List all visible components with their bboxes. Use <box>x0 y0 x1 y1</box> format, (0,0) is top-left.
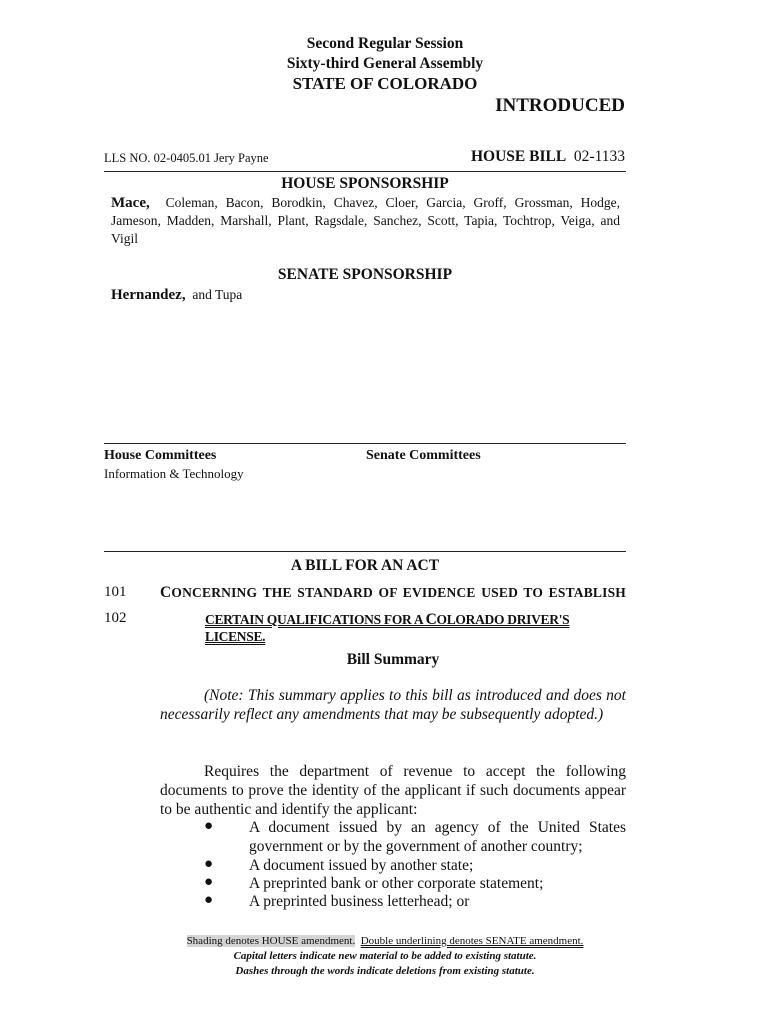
house-sponsorship-heading: HOUSE SPONSORSHIP <box>281 175 449 192</box>
shading-legend: Shading denotes HOUSE amendment. <box>186 935 356 947</box>
underline-legend: Double underlining denotes SENATE amendment. <box>360 935 584 947</box>
divider <box>104 171 626 172</box>
house-co-sponsors: Coleman, Bacon, Borodkin, Chavez, Cloer, Garcia, Groff, Grossman, Hodge, Jameson, Madden, Marshall, Plant, Ragsdale, Sanchez, Scott, Tapia, Tochtrop, Veiga, and Vigil <box>111 195 620 246</box>
house-lead-sponsor: Mace, <box>111 195 150 211</box>
status-label: INTRODUCED <box>495 95 625 116</box>
house-committees-label: House Committees <box>104 448 217 463</box>
line-number: 102 <box>104 610 127 626</box>
bill-number-value: 02-1133 <box>573 148 625 165</box>
session-line: Second Regular Session <box>306 35 464 52</box>
bullet-icon: ● <box>204 856 214 872</box>
bill-title-line-1 <box>160 584 626 602</box>
senate-sponsors <box>111 286 620 304</box>
senate-sponsorship-heading: SENATE SPONSORSHIP <box>277 266 453 283</box>
lls-number: LLS NO. 02-0405.01 Jery Payne <box>104 151 269 165</box>
bill-act-heading: A BILL FOR AN ACT <box>290 557 440 574</box>
title-text: OLORADO DRIVER'S LICENSE. <box>205 612 570 644</box>
summary-bullet: A preprinted bank or other corporate statement; <box>249 875 544 892</box>
divider <box>104 443 626 444</box>
title-text: ONCERNING THE STANDARD OF EVIDENCE USED TO ESTABLISH <box>171 585 626 600</box>
house-sponsors <box>111 194 620 248</box>
title-initial: C <box>160 584 172 601</box>
summary-bullet: A document issued by another state; <box>249 857 474 874</box>
footer-legend <box>0 935 770 947</box>
summary-intro: Requires the department of revenue to accept the following documents to prove the identity of the applicant if such documents appear to be authentic and identify the applicant: <box>160 763 626 818</box>
session-header <box>0 34 770 94</box>
summary-bullet: A document issued by an agency of the United States government or by the government of another country; <box>249 819 626 855</box>
senate-co-sponsors: and Tupa <box>192 287 243 302</box>
bill-label: HOUSE BILL <box>470 148 567 165</box>
bullet-icon: ● <box>204 818 214 834</box>
bill-summary-heading: Bill Summary <box>346 651 440 668</box>
bullet-icon: ● <box>204 874 214 890</box>
bill-title-line-2 <box>205 611 626 645</box>
senate-lead-sponsor: Hernandez, <box>111 287 186 303</box>
summary-bullet: A preprinted business letterhead; or <box>249 893 470 910</box>
dashes-legend: Dashes through the words indicate deletions from existing statute. <box>235 965 535 977</box>
state-line: STATE OF COLORADO <box>292 74 478 93</box>
assembly-line: Sixty-third General Assembly <box>286 55 484 72</box>
line-number: 101 <box>104 584 127 600</box>
title-initial: C <box>425 611 437 628</box>
bullet-icon: ● <box>204 892 214 908</box>
divider <box>104 551 626 552</box>
capital-legend: Capital letters indicate new material to be added to existing statute. <box>233 950 537 962</box>
summary-note: (Note: This summary applies to this bill as introduced and does not necessarily reflect any amendments that may be subsequently adopted.) <box>160 687 626 723</box>
bill-number <box>471 148 625 166</box>
senate-committees-label: Senate Committees <box>366 448 481 463</box>
title-text: CERTAIN QUALIFICATIONS FOR A <box>205 612 426 627</box>
house-committees-value: Information & Technology <box>104 466 244 481</box>
